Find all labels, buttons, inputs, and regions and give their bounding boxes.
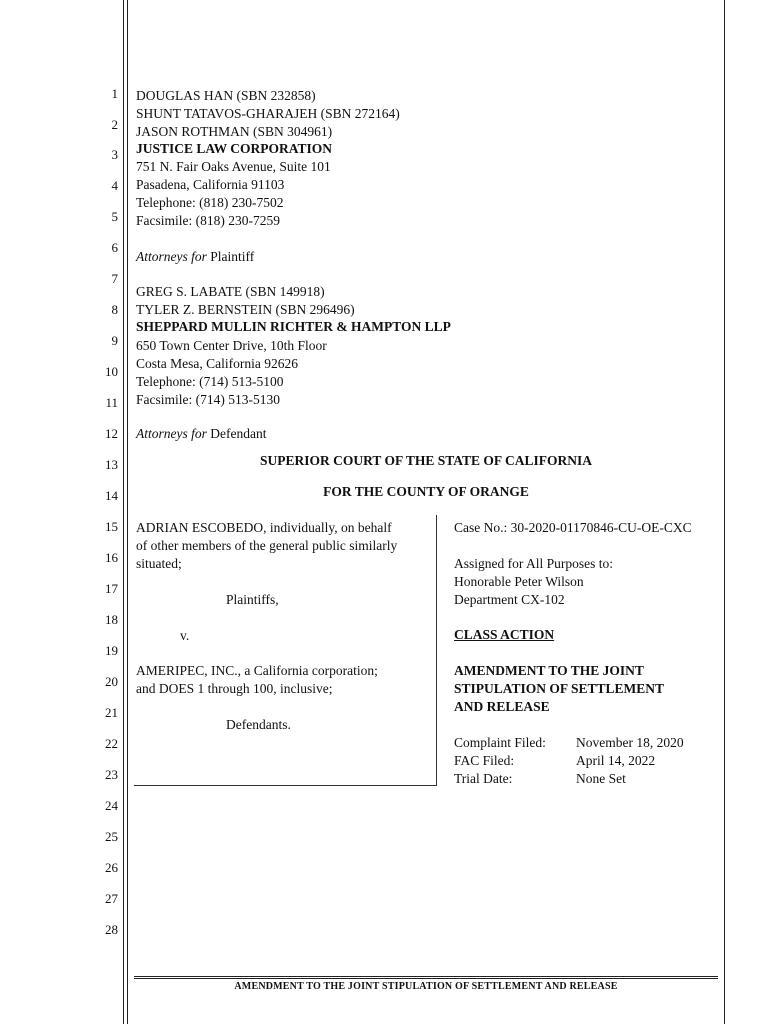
firm-address-line1: 650 Town Center Drive, 10th Floor (136, 338, 327, 353)
attorneys-for-label: Attorneys for (136, 249, 207, 264)
complaint-filed-date: November 18, 2020 (576, 735, 684, 750)
line-number: 15 (105, 519, 118, 534)
plaintiffs-label: Plaintiffs, (226, 592, 279, 607)
assignment-judge: Honorable Peter Wilson (454, 574, 584, 589)
firm-name: JUSTICE LAW CORPORATION (136, 141, 333, 156)
trial-date-label: Trial Date: (454, 771, 513, 786)
line-number: 25 (105, 829, 118, 844)
versus-label: v. (180, 628, 190, 643)
party-role: Plaintiff (206, 249, 255, 264)
line-number: 13 (105, 457, 118, 472)
line-number: 21 (105, 705, 118, 720)
line-number: 23 (105, 767, 118, 782)
line-number: 4 (111, 178, 118, 193)
complaint-filed-label: Complaint Filed: (454, 735, 546, 750)
plaintiff-caption-line: of other members of the general public similarly (136, 538, 398, 553)
attorneys-for-defendant (136, 425, 266, 443)
firm-facsimile: Facsimile: (818) 230-7259 (136, 213, 280, 228)
assignment-line: Assigned for All Purposes to: (454, 556, 614, 571)
line-number: 17 (105, 581, 118, 596)
document-title: AND RELEASE (454, 699, 550, 714)
left-margin-rule-outer (123, 0, 124, 1024)
line-number: 20 (105, 674, 118, 689)
firm-telephone: Telephone: (818) 230-7502 (136, 195, 284, 210)
attorney-name: JASON ROTHMAN (SBN 304961) (136, 124, 333, 139)
firm-facsimile: Facsimile: (714) 513-5130 (136, 392, 280, 407)
line-number: 28 (105, 922, 118, 937)
page-footer: AMENDMENT TO THE JOINT STIPULATION OF SETTLEMENT AND RELEASE (234, 981, 618, 992)
line-number: 16 (105, 550, 118, 565)
left-margin-rule-inner (127, 0, 128, 1024)
defendants-label: Defendants. (226, 717, 291, 732)
attorney-name: SHUNT TATAVOS-GHARAJEH (SBN 272164) (136, 106, 400, 121)
line-number: 7 (111, 271, 118, 286)
line-number: 24 (105, 798, 118, 813)
right-margin-rule (724, 0, 725, 1024)
party-role: Defendant (206, 426, 267, 441)
line-number: 9 (111, 333, 118, 348)
firm-address-line2: Costa Mesa, California 92626 (136, 356, 298, 371)
plaintiff-caption-line: ADRIAN ESCOBEDO, individually, on behalf (136, 520, 392, 535)
attorney-name: GREG S. LABATE (SBN 149918) (136, 284, 325, 299)
court-name: SUPERIOR COURT OF THE STATE OF CALIFORNIA (259, 453, 593, 468)
line-number: 3 (111, 147, 118, 162)
case-number: Case No.: 30-2020-01170846-CU-OE-CXC (454, 520, 692, 535)
defendant-caption-line: AMERIPEC, INC., a California corporation; (136, 663, 378, 678)
line-number: 8 (111, 302, 118, 317)
fac-filed-date: April 14, 2022 (576, 753, 656, 768)
fac-filed-label: FAC Filed: (454, 753, 515, 768)
footer-rule (134, 976, 718, 979)
attorney-name: TYLER Z. BERNSTEIN (SBN 296496) (136, 302, 355, 317)
line-number: 5 (111, 209, 118, 224)
line-number: 22 (105, 736, 118, 751)
trial-date-value: None Set (576, 771, 626, 786)
line-number: 14 (105, 488, 118, 503)
firm-address-line1: 751 N. Fair Oaks Avenue, Suite 101 (136, 159, 331, 174)
line-number: 2 (111, 117, 118, 132)
document-title: AMENDMENT TO THE JOINT (454, 663, 644, 678)
assignment-department: Department CX-102 (454, 592, 565, 607)
class-action-label: CLASS ACTION (454, 627, 555, 642)
document-title: STIPULATION OF SETTLEMENT (454, 681, 665, 696)
firm-address-line2: Pasadena, California 91103 (136, 177, 285, 192)
plaintiff-caption-line: situated; (136, 556, 182, 571)
line-number: 6 (111, 240, 118, 255)
attorneys-for-plaintiff (136, 248, 254, 266)
attorney-name: DOUGLAS HAN (SBN 232858) (136, 88, 316, 103)
line-number: 19 (105, 643, 118, 658)
defendant-caption-line: and DOES 1 through 100, inclusive; (136, 681, 333, 696)
line-number: 27 (105, 891, 118, 906)
line-number: 1 (111, 86, 118, 101)
line-number: 26 (105, 860, 118, 875)
line-number: 10 (105, 364, 118, 379)
court-county: FOR THE COUNTY OF ORANGE (323, 484, 529, 499)
line-number: 12 (105, 426, 118, 441)
attorneys-for-label: Attorneys for (136, 426, 207, 441)
firm-name: SHEPPARD MULLIN RICHTER & HAMPTON LLP (136, 319, 451, 334)
line-number: 11 (105, 395, 118, 410)
line-number: 18 (105, 612, 118, 627)
firm-telephone: Telephone: (714) 513-5100 (136, 374, 284, 389)
